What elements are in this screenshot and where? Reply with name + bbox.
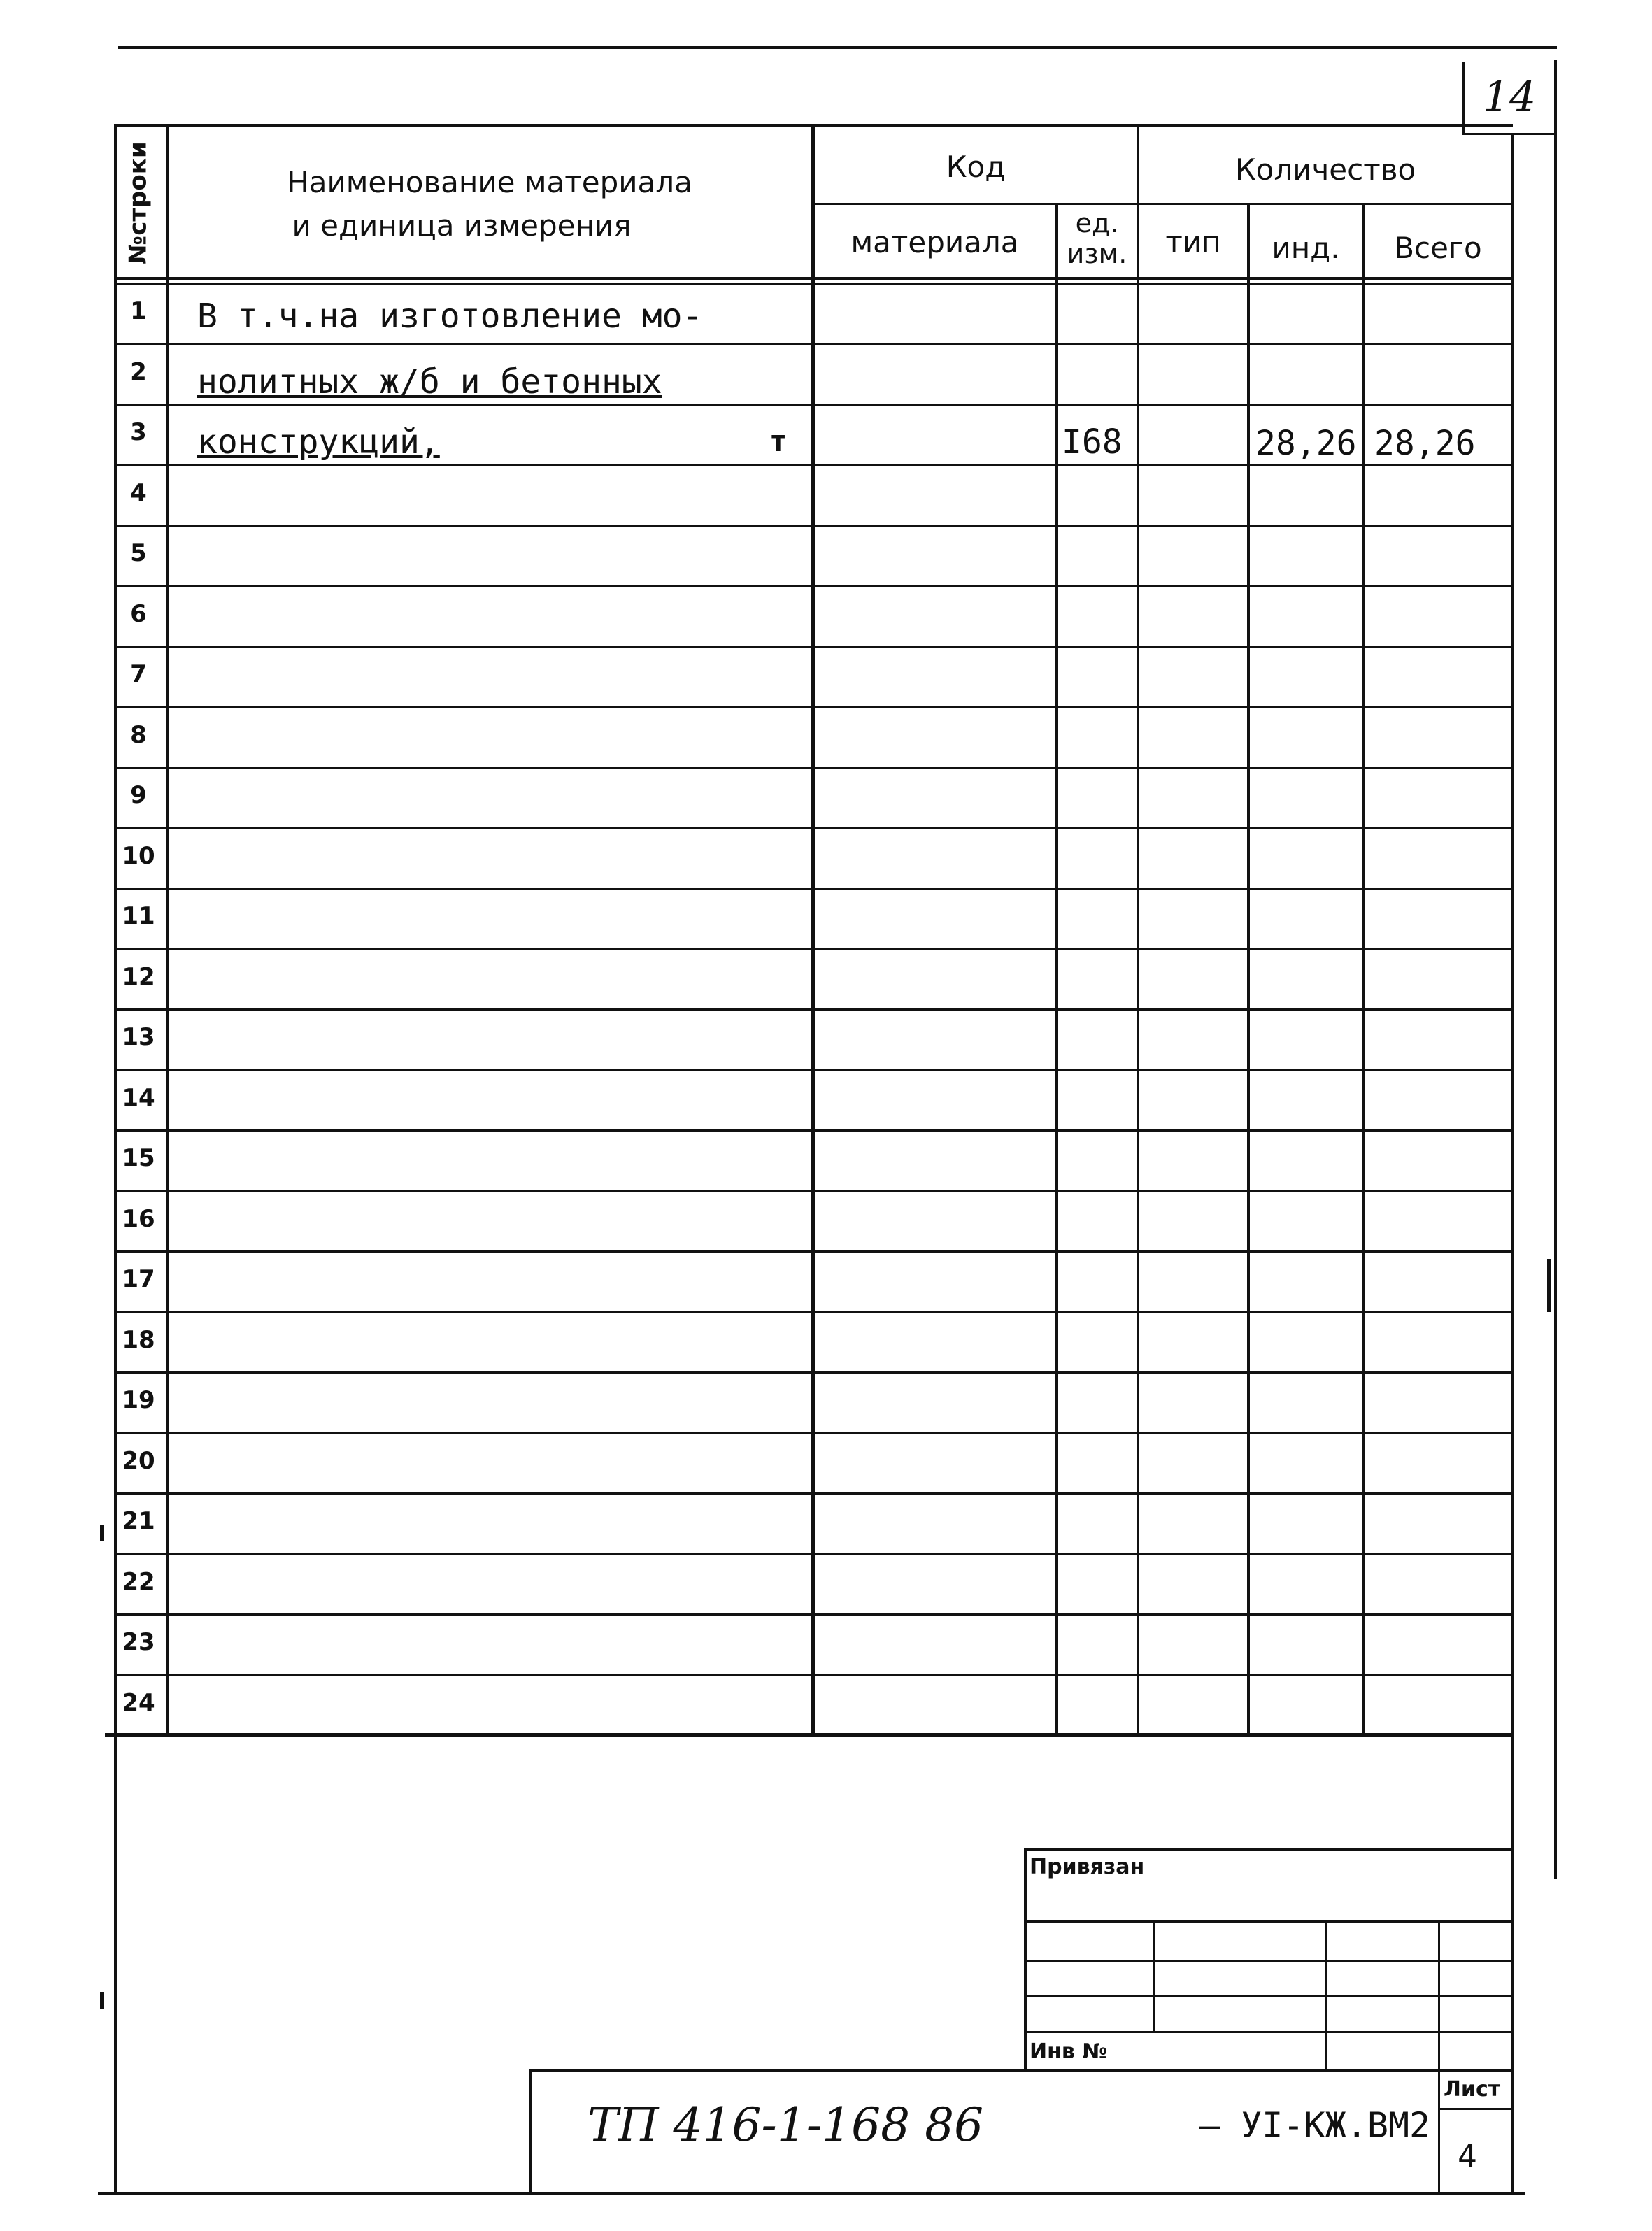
row-number: 1 [130, 297, 147, 325]
header-subdivider [813, 203, 1513, 205]
header-code: Код [946, 150, 1006, 184]
row-number: 22 [122, 1568, 155, 1596]
col-line-ind [1362, 204, 1365, 1736]
row-number: 14 [122, 1084, 155, 1112]
row-number: 6 [130, 600, 147, 628]
col-line-material [1055, 204, 1058, 1736]
row-separator [114, 1492, 1513, 1495]
row-3-unit-code: I68 [1062, 422, 1123, 462]
row-separator [114, 1432, 1513, 1434]
row-number: 2 [130, 358, 147, 386]
row-number: 15 [122, 1144, 155, 1172]
doc-code-hand: ТП 416-1-168 86 [588, 2098, 984, 2152]
row-number: 23 [122, 1628, 155, 1656]
row-number: 11 [122, 902, 155, 930]
row-number: 13 [122, 1023, 155, 1051]
table-bottom-line [105, 1733, 1513, 1737]
row-separator [114, 1613, 1513, 1616]
header-material: материала [850, 225, 1019, 259]
row-separator [114, 646, 1513, 648]
row-separator [114, 1311, 1513, 1313]
margin-mark-1 [100, 1525, 104, 1541]
margin-mark-2 [100, 1992, 104, 2009]
stamp-col-1 [1153, 1920, 1155, 2032]
row-number: 10 [122, 842, 155, 870]
row-number: 7 [130, 660, 147, 688]
row-number: 17 [122, 1265, 155, 1293]
row-number: 3 [130, 418, 147, 446]
sheet-label: Лист [1444, 2077, 1501, 2102]
row-separator [114, 585, 1513, 587]
row-separator [114, 706, 1513, 708]
row-number: 24 [122, 1689, 155, 1717]
row-separator [114, 404, 1513, 406]
row-number: 5 [130, 539, 147, 567]
row-separator [114, 1129, 1513, 1132]
row-3-unit-mark: т [769, 424, 788, 458]
header-name-line1: Наименование материала [287, 165, 692, 199]
row-2-name: нолитных ж/б и бетонных [197, 362, 662, 401]
header-unit-line2: изм. [1067, 238, 1127, 269]
row-1-name: В т.ч.на изготовление мо- [197, 297, 703, 336]
table-right-line [1511, 133, 1514, 2194]
row-separator [114, 1553, 1513, 1555]
header-quantity: Количество [1234, 152, 1416, 187]
doc-code-suffix: – УI-КЖ.ВМ2 [1199, 2105, 1431, 2146]
stamp-inv-no: Инв № [1030, 2039, 1108, 2064]
row-separator [114, 888, 1513, 890]
row-number: 12 [122, 963, 155, 991]
row-separator [114, 525, 1513, 527]
row-number: 18 [122, 1326, 155, 1354]
header-name-line2: и единица измерения [292, 208, 632, 243]
row-separator [114, 464, 1513, 466]
stamp-linked: Привязан [1030, 1855, 1145, 1879]
page-number: 14 [1483, 73, 1537, 122]
doc-block-top [529, 2069, 1512, 2072]
row-separator [114, 1069, 1513, 1071]
header-type: тип [1165, 225, 1221, 259]
row-separator [114, 1674, 1513, 1676]
row-separator [114, 1371, 1513, 1374]
row-number: 9 [130, 781, 147, 809]
page-bottom-border [98, 2192, 1525, 2195]
row-separator [114, 1250, 1513, 1253]
header-row-no: №строки [124, 141, 152, 264]
stamp-left-line [1024, 1848, 1027, 2070]
row-separator [114, 1008, 1513, 1011]
row-number: 8 [130, 721, 147, 749]
row-3-total: 28,26 [1374, 424, 1476, 463]
row-separator [114, 948, 1513, 950]
header-ind: инд. [1272, 231, 1340, 265]
header-total: Всего [1394, 231, 1482, 265]
sheet-label-line [1438, 2108, 1512, 2110]
doc-block-left [529, 2069, 532, 2195]
right-margin-mark [1547, 1259, 1551, 1312]
row-separator [114, 1190, 1513, 1192]
row-separator [114, 343, 1513, 345]
sheet-number: 4 [1458, 2137, 1477, 2175]
stamp-col-2 [1325, 1920, 1327, 2070]
row-number: 21 [122, 1507, 155, 1535]
page-number-box-left [1462, 62, 1465, 134]
col-line-type [1247, 204, 1250, 1736]
row-number: 20 [122, 1447, 155, 1475]
row-separator [114, 827, 1513, 829]
stamp-col-3 [1438, 1920, 1440, 2193]
top-border-line [118, 46, 1557, 49]
row-number: 16 [122, 1205, 155, 1233]
row-number: 19 [122, 1386, 155, 1414]
row-number: 4 [130, 479, 147, 507]
page-number-box-bottom [1462, 133, 1555, 135]
row-separator [114, 767, 1513, 769]
row-3-ind: 28,26 [1255, 424, 1357, 463]
row-3-name: конструкций, [197, 422, 440, 462]
header-unit-line1: ед. [1075, 208, 1119, 238]
stamp-top-line [1024, 1848, 1512, 1851]
page-right-border [1554, 60, 1557, 1879]
